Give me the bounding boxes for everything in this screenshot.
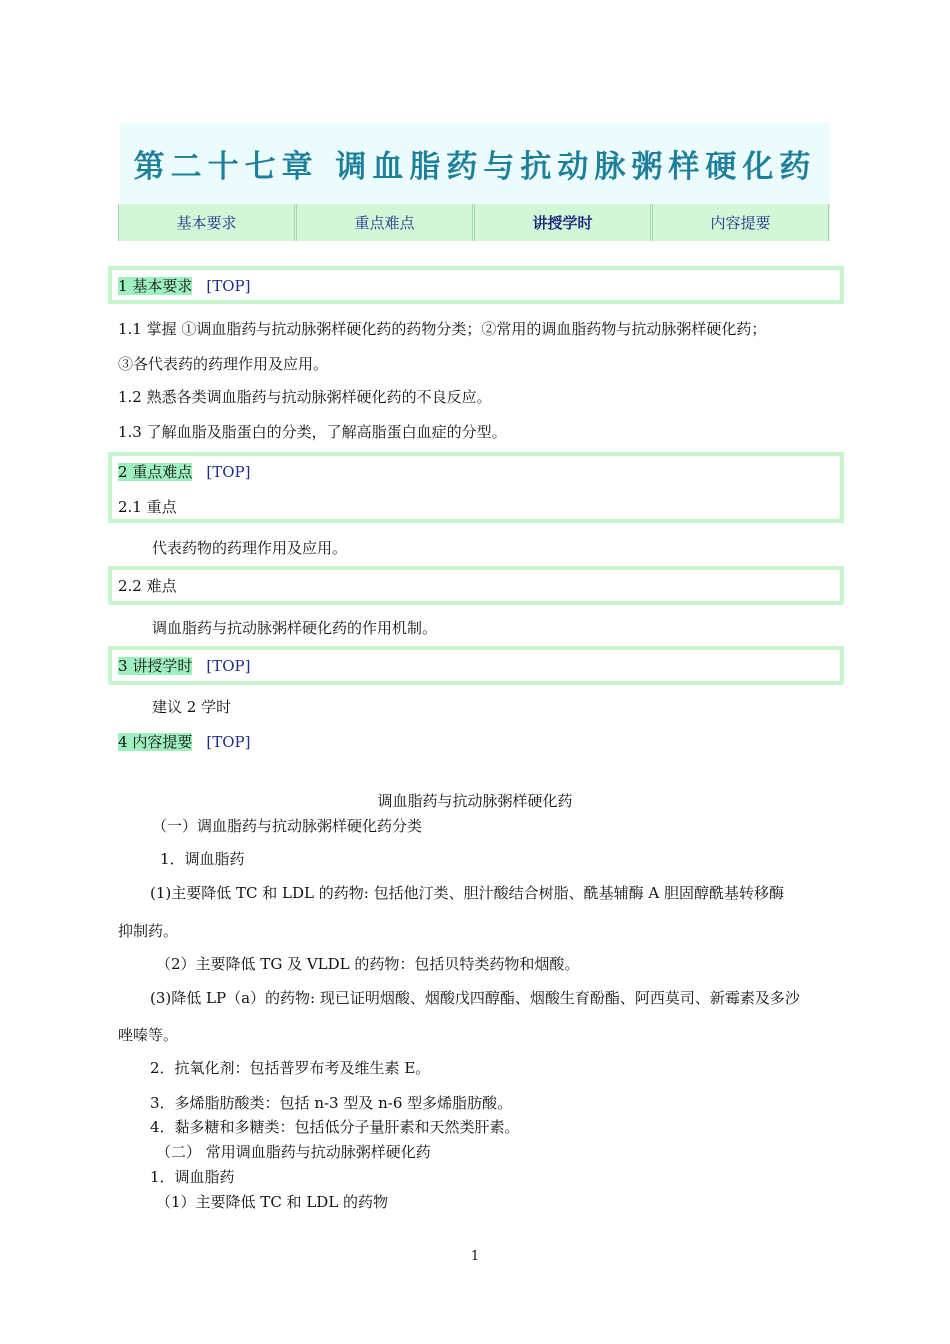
top-link[interactable]: [TOP]	[206, 277, 251, 295]
section-1-heading	[118, 275, 250, 296]
content-line: 1．调血脂药	[150, 1168, 235, 1186]
nav-teaching-hours[interactable]: 讲授学时	[474, 204, 651, 241]
section-3-heading	[118, 655, 250, 676]
content-line: （一）调血脂药与抗动脉粥样硬化药分类	[152, 817, 423, 835]
content-line: (3)降低 LP（a）的药物: 现已证明烟酸、烟酸戊四醇酯、烟酸生育酚酯、阿西莫司、新霉素及多沙	[150, 989, 800, 1007]
top-link[interactable]: [TOP]	[206, 657, 251, 675]
content-line: 1．调血脂药	[160, 850, 245, 868]
content-line: (1)主要降低 TC 和 LDL 的药物: 包括他汀类、胆汁酸结合树脂、酰基辅酶 A 胆固醇酰基转移酶	[150, 884, 784, 902]
s3-text: 建议 2 学时	[152, 698, 232, 716]
nav-content-summary[interactable]: 内容提要	[652, 204, 829, 241]
content-heading: 调血脂药与抗动脉粥样硬化药	[377, 792, 573, 810]
s1-item-1: 1.1 掌握 ①调血脂药与抗动脉粥样硬化药的药物分类；②常用的调血脂药物与抗动脉粥样硬化药；	[118, 320, 767, 338]
chapter-title-band	[120, 123, 830, 203]
nav-key-difficulties[interactable]: 重点难点	[296, 204, 473, 241]
s1-item-2: 1.2 熟悉各类调血脂药与抗动脉粥样硬化药的不良反应。	[118, 388, 492, 406]
section-3-title: 3 讲授学时	[118, 657, 193, 675]
section-4-heading	[118, 731, 250, 752]
content-line: （1）主要降低 TC 和 LDL 的药物	[156, 1193, 389, 1211]
chapter-title: 第二十七章 调血脂药与抗动脉粥样硬化药	[133, 148, 817, 185]
s2-diff-label: 2.2 难点	[118, 577, 177, 595]
page-number: 1	[470, 1249, 480, 1264]
s2-key-label: 2.1 重点	[118, 498, 177, 516]
content-line: （二） 常用调血脂药与抗动脉粥样硬化药	[156, 1143, 431, 1161]
section-2-2-box	[108, 566, 844, 605]
s2-diff-text: 调血脂药与抗动脉粥样硬化药的作用机制。	[152, 619, 438, 637]
nav-basic-requirements[interactable]: 基本要求	[118, 204, 295, 241]
section-nav	[118, 204, 830, 241]
top-link[interactable]: [TOP]	[206, 733, 251, 751]
s1-item-1-cont: ③各代表药的药理作用及应用。	[118, 355, 329, 373]
content-line: 2．抗氧化剂：包括普罗布考及维生素 E。	[150, 1059, 431, 1077]
section-1-title: 1 基本要求	[118, 277, 193, 295]
s2-key-text: 代表药物的药理作用及应用。	[152, 539, 348, 557]
section-4-title: 4 内容提要	[118, 733, 193, 751]
content-line: 3．多烯脂肪酸类：包括 n-3 型及 n-6 型多烯脂肪酸。	[150, 1094, 513, 1112]
content-line: （2）主要降低 TG 及 VLDL 的药物：包括贝特类药物和烟酸。	[156, 955, 580, 973]
content-line: 4．黏多糖和多糖类：包括低分子量肝素和天然类肝素。	[150, 1118, 520, 1136]
content-line: 唑嗪等。	[118, 1026, 179, 1044]
top-link[interactable]: [TOP]	[206, 463, 251, 481]
s1-item-3: 1.3 了解血脂及脂蛋白的分类，了解高脂蛋白血症的分型。	[118, 423, 507, 441]
section-2-title: 2 重点难点	[118, 463, 193, 481]
content-line: 抑制药。	[118, 922, 179, 940]
section-2-heading	[118, 461, 250, 482]
